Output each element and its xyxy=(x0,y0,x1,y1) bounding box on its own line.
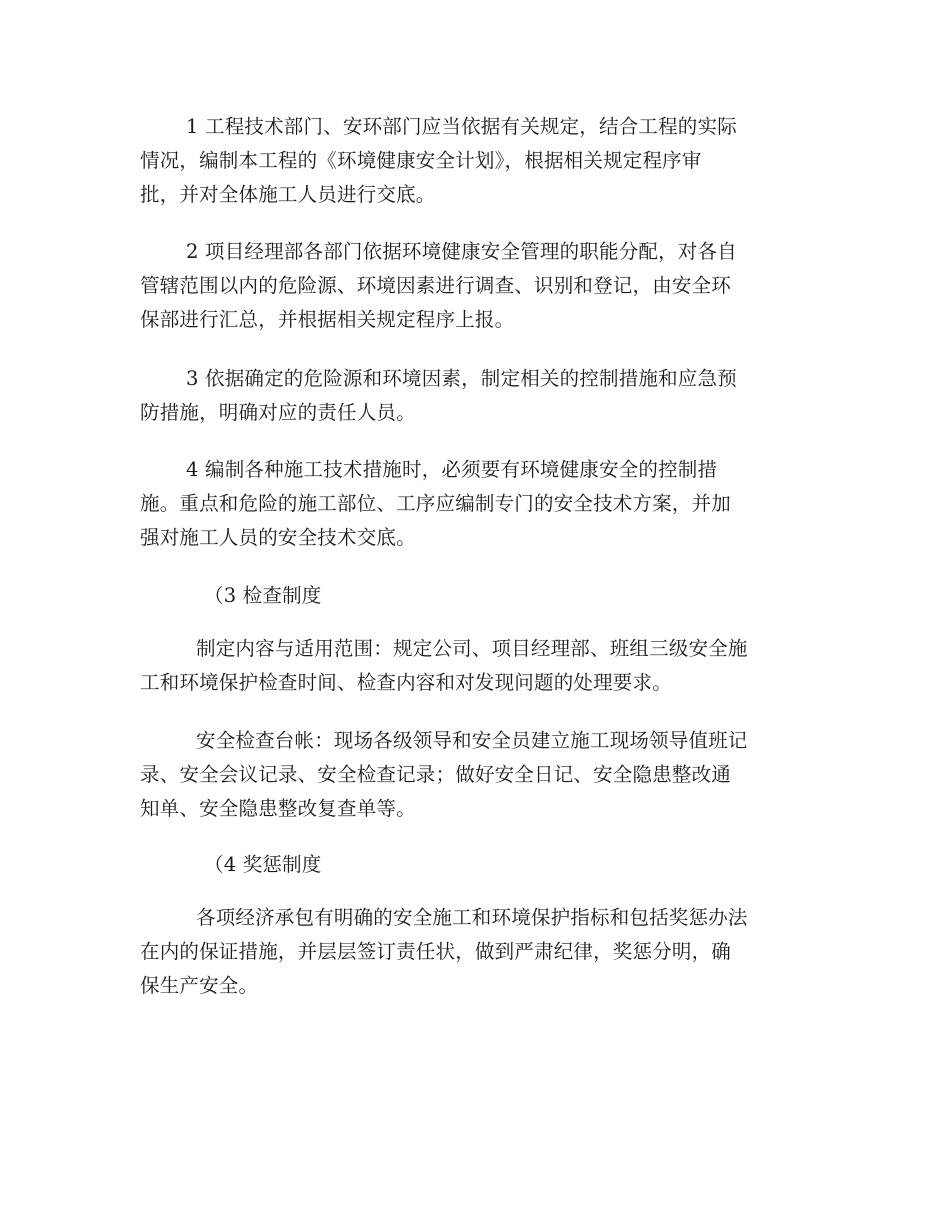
section-heading-inspection xyxy=(140,579,808,613)
text-line: 2 项目经理部各部门依据环境健康安全管理的职能分配，对各自 xyxy=(186,240,737,263)
text-line: 批，并对全体施工人员进行交底。 xyxy=(140,183,436,206)
paragraph-scope xyxy=(140,632,808,700)
text-line: 各项经济承包有明确的安全施工和环境保护指标和包括奖惩办法 xyxy=(196,906,748,929)
heading-text: （3 检查制度 xyxy=(204,584,322,607)
text-line: 工和环境保护检查时间、检查内容和对发现问题的处理要求。 xyxy=(140,671,672,694)
text-line: 情况，编制本工程的《环境健康安全计划》，根据相关规定程序审 xyxy=(140,149,702,172)
paragraph-item-1 xyxy=(140,110,808,212)
text-line: 1 工程技术部门、安环部门应当依据有关规定，结合工程的实际 xyxy=(186,115,737,138)
text-line: 3 依据确定的危险源和环境因素，制定相关的控制措施和应急预 xyxy=(186,367,737,390)
text-line: 安全检查台帐：现场各级领导和安全员建立施工现场领导值班记 xyxy=(196,729,748,752)
paragraph-item-2 xyxy=(140,235,808,337)
heading-text: （4 奖惩制度 xyxy=(204,853,322,876)
text-line: 防措施，明确对应的责任人员。 xyxy=(140,401,416,424)
paragraph-item-3 xyxy=(140,362,808,430)
text-line: 4 编制各种施工技术措施时，必须要有环境健康安全的控制措 xyxy=(186,458,718,481)
paragraph-ledger xyxy=(140,724,808,826)
text-line: 在内的保证措施，并层层签订责任状，做到严肃纪律，奖惩分明，确 xyxy=(140,940,732,963)
text-line: 保生产安全。 xyxy=(140,974,259,997)
text-line: 录、安全会议记录、安全检查记录；做好安全日记、安全隐患整改通 xyxy=(140,763,732,786)
text-line: 保部进行汇总，并根据相关规定程序上报。 xyxy=(140,308,515,331)
text-line: 制定内容与适用范围：规定公司、项目经理部、班组三级安全施 xyxy=(196,637,748,660)
text-line: 强对施工人员的安全技术交底。 xyxy=(140,526,416,549)
text-line: 管辖范围以内的危险源、环境因素进行调查、识别和登记，由安全环 xyxy=(140,274,732,297)
section-heading-reward xyxy=(140,848,808,882)
text-line: 施。重点和危险的施工部位、工序应编制专门的安全技术方案，并加 xyxy=(140,492,732,515)
text-line: 知单、安全隐患整改复查单等。 xyxy=(140,797,416,820)
paragraph-item-4 xyxy=(140,453,808,555)
paragraph-reward xyxy=(140,901,808,1003)
